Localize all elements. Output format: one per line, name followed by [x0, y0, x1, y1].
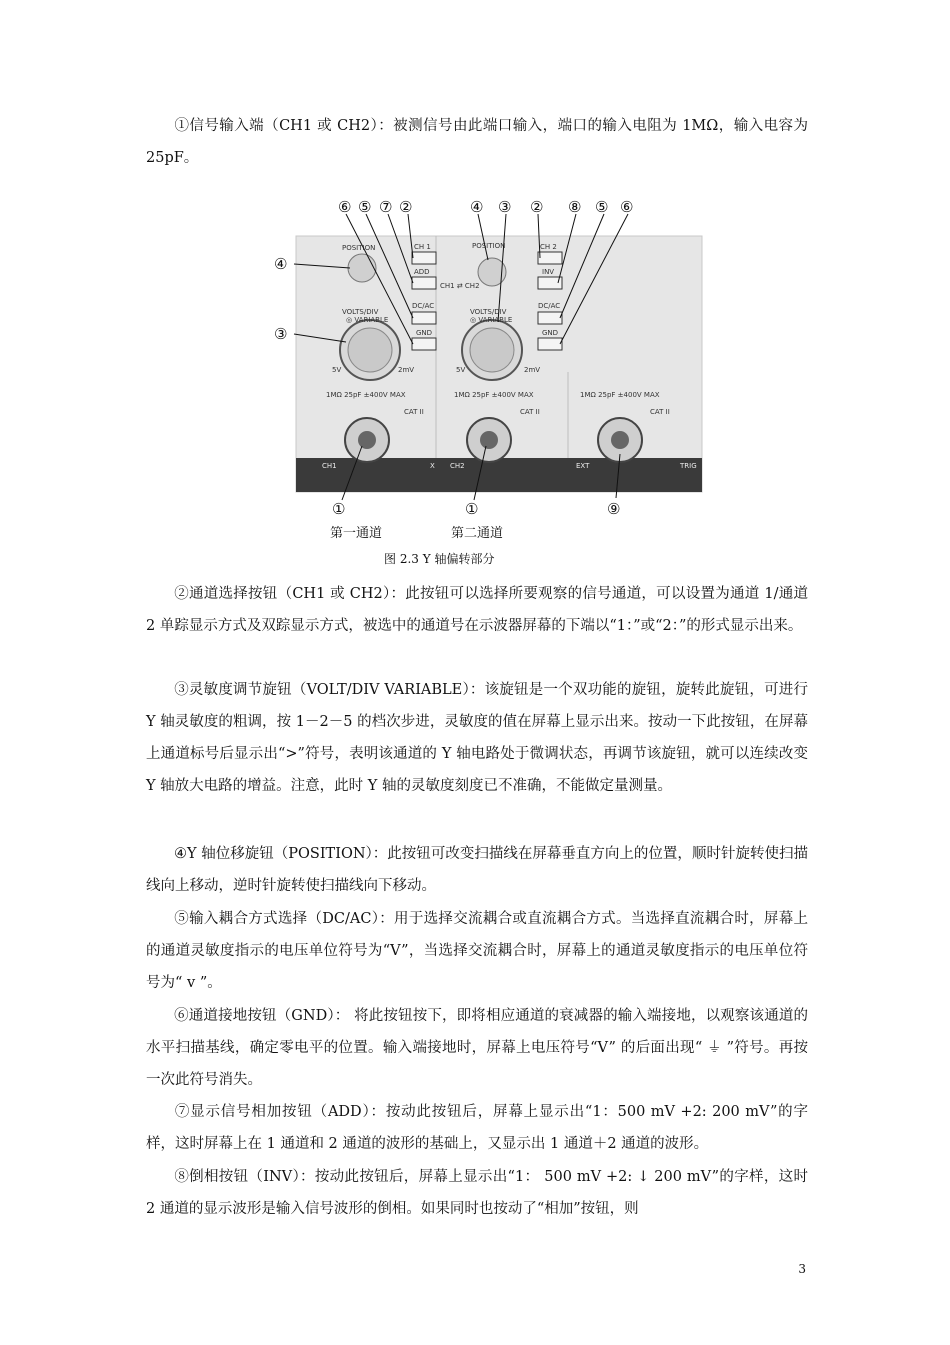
mark-gnd-ch2: ⑥ — [620, 198, 634, 216]
ch2-volts-div-label: VOLTS/DIV — [470, 308, 507, 316]
ch1-gnd-button-label: GND — [416, 329, 433, 337]
ch2-variable-label: ◎ VARIABLE — [470, 316, 513, 324]
paragraph-volt-div: ③灵敏度调节旋钮（VOLT/DIV VARIABLE）：该旋钮是一个双功能的旋钮，旋转此旋钮，可进行 Y 轴灵敏度的粗调，按 1－2－5 的档次步进，灵敏度的值在屏幕上显示出来。按动一下此按钮，在屏幕上通道标号后显示出“>”符号，表明该通道的 Y 轴电路处于微调状态，再调节该旋钮，就可以连续改变 Y 轴放大电路的增益。注意，此时 Y 轴的灵敏度刻度已不准确，不能做定量测量。 — [146, 682, 808, 794]
ch2-button-label: CH 2 — [540, 243, 557, 251]
paragraph-signal-input: ①信号输入端（CH1 或 CH2）：被测信号由此端口输入，端口的输入电阻为 1MΩ，输入电容为 25pF。 — [146, 118, 808, 166]
ext-input-spec: 1MΩ 25pF ±400V MAX — [580, 391, 660, 399]
ch1-range-low: 5V — [332, 366, 342, 374]
bottom-label-ext: EXT — [576, 462, 590, 470]
ch2-range-low: 5V — [456, 366, 466, 374]
ch2-input-spec: 1MΩ 25pF ±400V MAX — [454, 391, 534, 399]
ch1-position-label: POSITION — [342, 244, 376, 252]
paragraph-channel-select: ②通道选择按钮（CH1 或 CH2）：此按钮可以选择所要观察的信号通道，可以设置为通道 1/通道 2 单踪显示方式及双踪显示方式，被选中的通道号在示波器屏幕的下端以“1：”或“2：”的形式显示出来。 — [146, 586, 808, 634]
mark-dcac-ch2: ⑤ — [595, 198, 609, 216]
mark-position-ch2: ④ — [470, 198, 484, 216]
ch2-cat-label: CAT II — [520, 408, 540, 416]
paragraph-coupling: ⑤输入耦合方式选择（DC/AC）：用于选择交流耦合或直流耦合方式。当选择直流耦合时，屏幕上的通道灵敏度指示的电压单位符号为“V”，当选择交流耦合时，屏幕上的通道灵敏度指示的电压单位符号为“ v ”。 — [146, 911, 808, 991]
mark-ch2-select: ② — [530, 198, 544, 216]
ch1-input-spec: 1MΩ 25pF ±400V MAX — [326, 391, 406, 399]
ch2-gnd-button-label: GND — [542, 329, 559, 337]
channel2-caption: 第二通道 — [451, 526, 504, 541]
bottom-label-ch2: CH2 — [450, 462, 465, 470]
bottom-label-trig: TRIG — [680, 462, 697, 470]
ch2-dcac-button-label: DC/AC — [538, 302, 561, 310]
mark-add: ⑦ — [379, 198, 393, 216]
ext-cat-label: CAT II — [650, 408, 670, 416]
figure-y-axis-deflection — [270, 192, 710, 522]
bottom-label-x: X — [430, 462, 435, 470]
ch1-ch2-switch-label: CH1 ⇄ CH2 — [440, 282, 480, 290]
figure-illustration — [270, 192, 710, 522]
bottom-label-ch1: CH1 — [322, 462, 337, 470]
paragraph-add: ⑦显示信号相加按钮（ADD）：按动此按钮后，屏幕上显示出“1：500 mV +2: 200 mV”的字样，这时屏幕上在 1 通道和 2 通道的波形的基础上，又显示出 1 通道＋2 通道的波形。 — [146, 1104, 808, 1152]
channel1-caption: 第一通道 — [330, 526, 383, 541]
paragraph-position: ④Y 轴位移旋钮（POSITION）：此按钮可改变扫描线在屏幕垂直方向上的位置，顺时针旋转使扫描线向上移动，逆时针旋转使扫描线向下移动。 — [146, 846, 808, 894]
figure-caption: 图 2.3 Y 轴偏转部分 — [384, 552, 495, 566]
ch1-volts-div-label: VOLTS/DIV — [342, 308, 379, 316]
ch1-variable-label: ◎ VARIABLE — [346, 316, 389, 324]
add-button-label: ADD — [414, 268, 430, 276]
ch2-position-label: POSITION — [472, 242, 506, 250]
ch1-button-label: CH 1 — [414, 243, 431, 251]
page-number: 3 — [798, 1262, 806, 1276]
mark-position-ch1: ④ — [274, 255, 288, 273]
mark-ext-trig: ⑨ — [607, 500, 621, 518]
mark-voltdiv-ch1: ③ — [274, 325, 288, 343]
inv-button-label: INV — [542, 268, 555, 276]
mark-dcac-ch1: ⑤ — [358, 198, 372, 216]
mark-input-ch1: ① — [332, 500, 346, 518]
paragraph-inv: ⑧倒相按钮（INV）：按动此按钮后，屏幕上显示出“1： 500 mV +2: ↓ 200 mV”的字样，这时 2 通道的显示波形是输入信号波形的倒相。如果同时也按动了“相加”按钮，则 — [146, 1169, 808, 1217]
mark-ch1-select: ② — [399, 198, 413, 216]
ch1-dcac-button-label: DC/AC — [412, 302, 435, 310]
mark-inv: ⑧ — [568, 198, 582, 216]
paragraph-gnd: ⑥通道接地按钮（GND）： 将此按钮按下，即将相应通道的衰减器的输入端接地，以观察该通道的水平扫描基线，确定零电平的位置。输入端接地时，屏幕上电压符号“V” 的后面出现“ ⏚ ”符号。再按一次此符号消失。 — [146, 1008, 808, 1088]
mark-input-ch2: ① — [465, 500, 479, 518]
ch1-cat-label: CAT II — [404, 408, 424, 416]
ch1-range-high: 2mV — [398, 366, 415, 374]
ch2-range-high: 2mV — [524, 366, 541, 374]
mark-voltdiv-ch2: ③ — [498, 198, 512, 216]
mark-gnd-ch1: ⑥ — [338, 198, 352, 216]
